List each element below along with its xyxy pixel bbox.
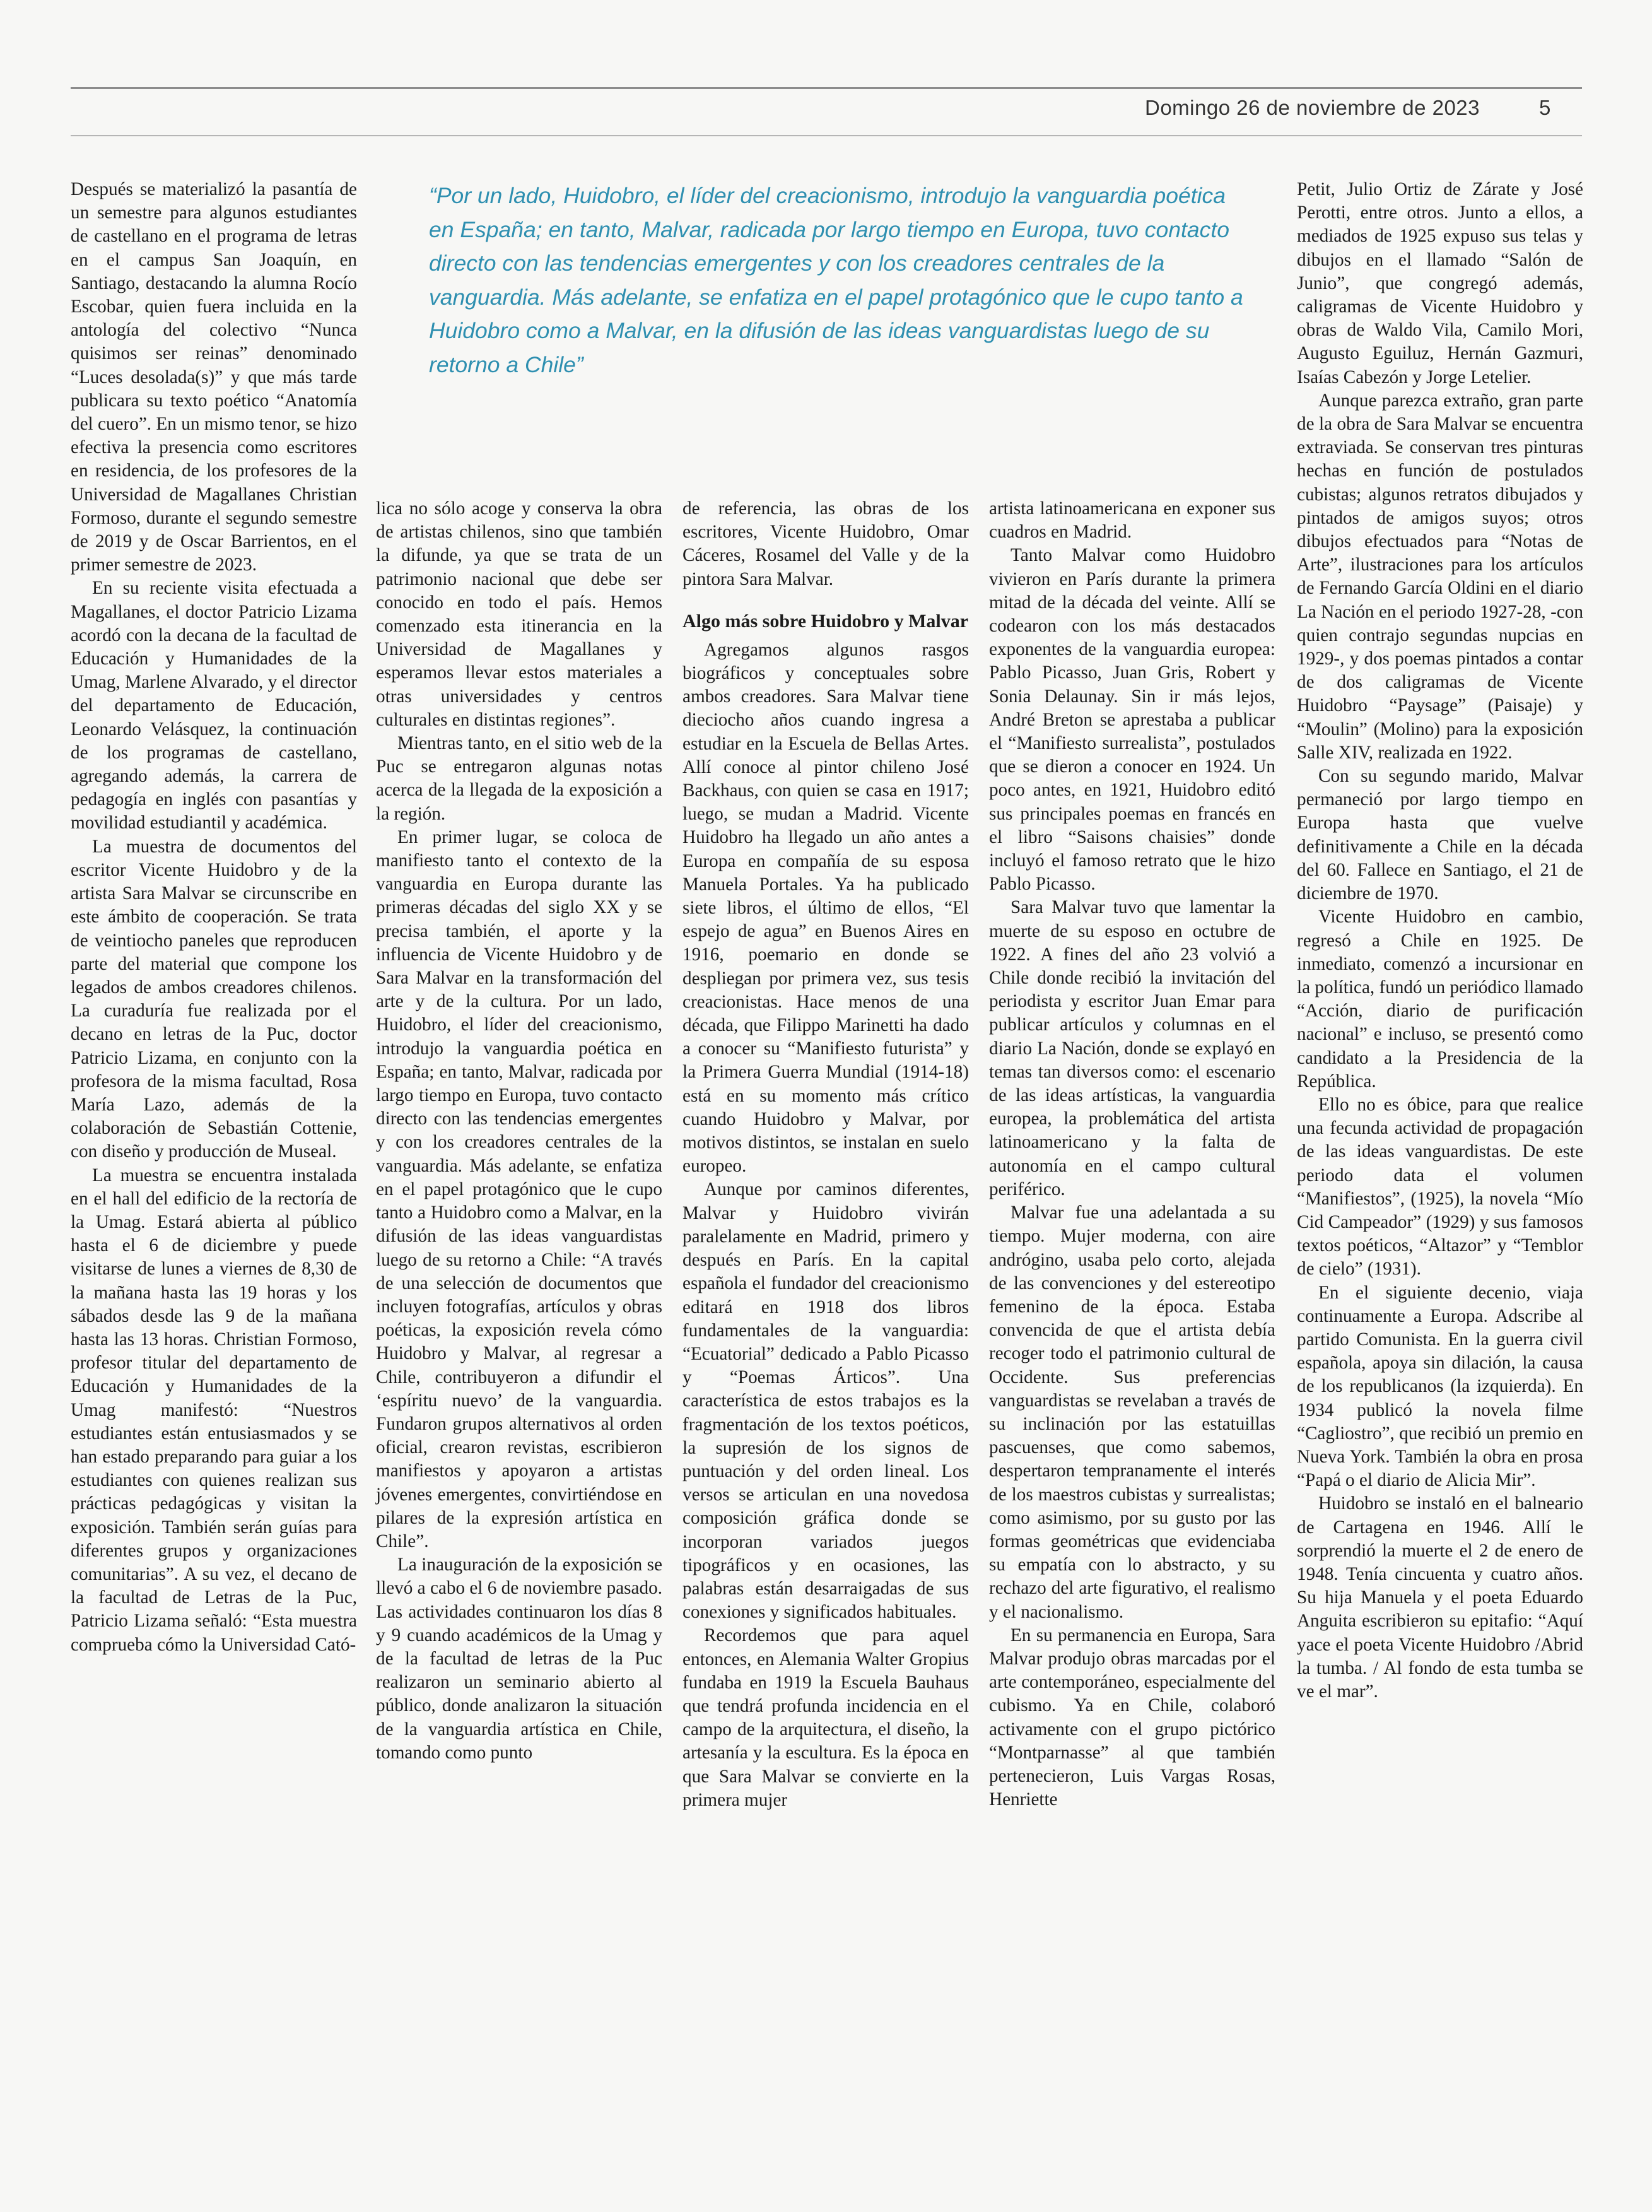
paragraph: Huidobro se instaló en el balneario de Cartagena en 1946. Allí le sorprendió la muerte el 2 de enero de 1948. Tenía cincuenta y cuatro años. Su hija Manuela y el poeta Eduardo Anguita escribieron su epitafio: “Aquí yace el poeta Vicente Huidobro /Abrid la tumba. / Al fondo de esta tumba se ve el mar”. — [1297, 1493, 1583, 1702]
paragraph: Mientras tanto, en el sitio web de la Puc se entregaron algunas notas acerca de la llegada de la exposición a la región. — [376, 733, 662, 824]
paragraph: En el siguiente decenio, viaja continuamente a Europa. Adscribe al partido Comunista. En la guerra civil española, apoya sin dilación, la causa de los republicanos (la izquierda). En 1934 publicó la novela filme “Cagliostro”, que recibió un premio en Nueva York. También la obra en prosa “Papá o el diario de Alicia Mir”. — [1297, 1282, 1583, 1491]
paragraph: Aunque parezca extraño, gran parte de la obra de Sara Malvar se encuentra extraviada. Se conservan tres pinturas hechas en función de postulados cubistas; algunos retratos dibujados y pintados de amigos suyos; otros dibujos efectuados para “Notas de Arte”, ilustraciones para los artículos de Fernando García Oldini en el diario La Nación en el periodo 1927-28, -con quien contrajo segundas nupcias en 1929-, y dos poemas pintados a contar de dos caligramas de Vicente Huidobro “Paysage” (Paisaje) y “Moulin” (Molino) para la exposición Salle XIV, realizada en 1922. — [1297, 390, 1583, 763]
article-column-3 — [682, 497, 969, 1812]
paragraph: Petit, Julio Ortiz de Zárate y José Perotti, entre otros. Junto a ellos, a mediados de 1925 expuso sus telas y dibujos en el llamado “Salón de Junio”, que congregó además, caligramas de Vicente Huidobro y obras de Waldo Vila, Camilo Mori, Augusto Eguiluz, Hernán Gazmuri, Isaías Cabezón y Jorge Letelier. — [1297, 179, 1583, 387]
issue-date: Domingo 26 de noviembre de 2023 — [1145, 96, 1480, 119]
pull-quote: “Por un lado, Huidobro, el líder del creacionismo, introdujo la vanguardia poética en España; en tanto, Malvar, radicada por largo tiempo en Europa, tuvo contacto directo con las tendencias emergentes y con los creadores centrales de la vanguardia. Más adelante, se enfatiza en el papel protagónico que le cupo tanto a Huidobro como a Malvar, en la difusión de las ideas vanguardistas luego de su retorno a Chile” — [429, 183, 1243, 377]
paragraph: La muestra de documentos del escritor Vicente Huidobro y de la artista Sara Malvar se circunscribe en este ámbito de cooperación. Se trata de veintiocho paneles que reproducen parte del material que compone los legados de ambos creadores chilenos. La curaduría fue realizada por el decano en letras de la Puc, doctor Patricio Lizama, en conjunto con la profesora de la misma facultad, Rosa María Lazo, además de la colaboración de Sebastián Cottenie, con diseño y producción de Museal. — [71, 836, 357, 1162]
paragraph: Malvar fue una adelantada a su tiempo. Mujer moderna, con aire andrógino, usaba pelo corto, alejada de las convenciones y del estereotipo femenino de la época. Estaba convencida de que el artista debía recoger todo el patrimonio cultural de Occidente. Sus preferencias vanguardistas se revelaban a través de su inclinación por las estatuillas pascuenses, que como sabemos, despertaron tempranamente el interés de los maestros cubistas y surrealistas; como asimismo, por su gusto por las formas geométricas que evidenciaba su empatía con lo abstracto, y su rechazo del arte figurativo, el realismo y el nacionalismo. — [989, 1203, 1275, 1622]
article-column-4 — [989, 497, 1275, 1811]
article-column-1 — [71, 178, 357, 1657]
paragraph: En su reciente visita efectuada a Magallanes, el doctor Patricio Lizama acordó con la decana de la facultad de Educación y Humanidades de la Umag, Marlene Alvarado, y el director del departamento de Educación, Leonardo Velásquez, la continuación de los programas de castellano, agregando además, la carrera de pedagogía en inglés con pasantías y movilidad estudiantil y académica. — [71, 578, 357, 833]
paragraph: lica no sólo acoge y conserva la obra de artistas chilenos, sino que también la difunde, ya que se trata de un patrimonio nacional que debe ser conocido en todo el país. Hemos comenzado esta itinerancia en la Universidad de Magallanes y esperamos llevar estos materiales a otras universidades y centros culturales en distintas regiones”. — [376, 498, 662, 730]
paragraph: En primer lugar, se coloca de manifiesto tanto el contexto de la vanguardia en Europa durante las primeras décadas del siglo XX y se precisa también, el aporte y la influencia de Vicente Huidobro y de Sara Malvar en la transformación del arte y de la cultura. Por un lado, Huidobro, el líder del creacionismo, introdujo la vanguardia poética en España; en tanto, Malvar, radicada por largo tiempo en Europa, tuvo contacto directo con las tendencias emergentes y con los creadores centrales de la vanguardia. Más adelante, se enfatiza en el papel protagónico que le cupo tanto a Huidobro como a Malvar, en la difusión de las ideas vanguardistas luego de su retorno a Chile: “A través de una selección de documentos que incluyen fotografías, artículos y obras poéticas, la exposición revela cómo Huidobro y Malvar, al regresar a Chile, contribuyeron a difundir el ‘espíritu nuevo’ de la vanguardia. Fundaron grupos alternativos al orden oficial, crearon revistas, escribieron manifiestos y apoyaron a artistas jóvenes emergentes, convirtiéndose en pilares de la expresión artística en Chile”. — [376, 827, 662, 1551]
paragraph: Vicente Huidobro en cambio, regresó a Chile en 1925. De inmediato, comenzó a incursionar en la política, fundó un periódico llamado “Acción, diario de purificación nacional” e incluso, se presentó como candidato a la Presidencia de la República. — [1297, 907, 1583, 1091]
header-rule-bottom — [71, 135, 1582, 136]
paragraph: Después se materializó la pasantía de un semestre para algunos estudiantes de castellano en el programa de letras en el campus San Joaquín, en Santiago, destacando la alumna Rocío Escobar, quien fuera incluida en la antología del colectivo “Nunca quisimos ser reinas” denominado “Luces desolada(s)” y que más tarde publicara su texto poético “Anatomía del cuero”. En un mismo tenor, se hizo efectiva la presencia como escritores en residencia, de los profesores de la Universidad de Magallanes Christian Formoso, durante el segundo semestre de 2019 y de Oscar Barrientos, en el primer semestre de 2023. — [71, 179, 357, 575]
paragraph: La muestra se encuentra instalada en el hall del edificio de la rectoría de la Umag. Estará abierta al público hasta el 6 de diciembre y puede visitarse de lunes a viernes de 8,30 de la mañana hasta las 19 horas y los sábados desde las 9 de la mañana hasta las 13 horas. Christian Formoso, profesor titular del departamento de Educación y Humanidades de la Umag manifestó: “Nuestros estudiantes están entusiasmados y se han estado preparando para guiar a los estudiantes con quienes realizan sus prácticas pedagógicas y visitan la exposición. También serán guías para diferentes grupos y organizaciones comunitarias”. A su vez, el decano de la facultad de Letras de la Puc, Patricio Lizama señaló: “Esta muestra comprueba cómo la Universidad Cató- — [71, 1165, 357, 1655]
paragraph: Ello no es óbice, para que realice una fecunda actividad de propagación de las ideas vanguardistas. De este periodo data el volumen “Manifiestos”, (1925), la novela “Mío Cid Campeador” (1929) y sus famosos textos poéticos, “Altazor” y “Temblor de cielo” (1931). — [1297, 1094, 1583, 1280]
paragraph: La inauguración de la exposición se llevó a cabo el 6 de noviembre pasado. Las actividades continuaron los días 8 y 9 cuando académicos de la Umag y de la facultad de letras de la Puc realizaron un seminario abierto al público, donde analizaron la situación de la vanguardia artística en Chile, tomando como punto — [376, 1555, 662, 1763]
article-column-5 — [1297, 178, 1583, 1703]
article-column-2 — [376, 497, 662, 1765]
paragraph: En su permanencia en Europa, Sara Malvar produjo obras marcadas por el arte contemporáneo, especialmente del cubismo. Ya en Chile, colaboró activamente con el grupo pictórico “Montparnasse” al que también pertenecieron, Luis Vargas Rosas, Henriette — [989, 1625, 1275, 1810]
section-subhead: Algo más sobre Huidobro y Malvar — [682, 610, 969, 632]
paragraph: Aunque por caminos diferentes, Malvar y Huidobro vivirán paralelamente en Madrid, primero y después en París. En la capital española el fundador del creacionismo editará en 1918 dos libros fundamentales de la vanguardia: “Ecuatorial” dedicado a Pablo Picasso y “Poemas Árticos”. Una característica de estos trabajos es la fragmentación de los textos poéticos, la supresión de los signos de puntuación y del orden lineal. Los versos se articulan en una novedosa composición gráfica donde se incorporan variados juegos tipográficos y en ocasiones, las palabras están desarraigadas de sus conexiones y significados habituales. — [682, 1179, 969, 1623]
page-number: 5 — [1539, 96, 1551, 119]
header-rule-top — [71, 87, 1582, 89]
paragraph: Tanto Malvar como Huidobro vivieron en París durante la primera mitad de la década del veinte. Allí se codearon con los más destacados exponentes de la vanguardia europea: Pablo Picasso, Juan Gris, Robert y Sonia Delaunay. Sin ir más lejos, André Breton se aprestaba a publicar el “Manifiesto surrealista”, postulados que se dieron a conocer en 1924. Un poco antes, en 1921, Huidobro editó sus principales poemas en francés en el libro “Saisons chaisies” donde incluyó el famoso retrato que le hizo Pablo Picasso. — [989, 545, 1275, 895]
paragraph: Sara Malvar tuvo que lamentar la muerte de su esposo en octubre de 1922. A fines del año 23 volvió a Chile donde recibió la invitación del periodista y escritor Juan Emar para publicar artículos y columnas en el diario La Nación, donde se explayó en temas tan diversos como: el escenario de las ideas artísticas, la vanguardia europea, la problemática del artista latinoamericano y la falta de autonomía en el campo cultural periférico. — [989, 897, 1275, 1199]
paragraph: Recordemos que para aquel entonces, en Alemania Walter Gropius fundaba en 1919 la Escuela Bauhaus que tendrá profunda incidencia en el campo de la arquitectura, el diseño, la artesanía y la escultura. Es la época en que Sara Malvar se convierte en la primera mujer — [682, 1625, 969, 1810]
paragraph: artista latinoamericana en exponer sus cuadros en Madrid. — [989, 498, 1275, 543]
paragraph: Agregamos algunos rasgos biográficos y conceptuales sobre ambos creadores. Sara Malvar tiene dieciocho años cuando ingresa a estudiar en la Escuela de Bellas Artes. Allí conoce al pintor chileno José Backhaus, con quien se casa en 1917; luego, se mudan a Madrid. Vicente Huidobro ha llegado un año antes a Europa en compañía de su esposa Manuela Portales. Ya ha publicado siete libros, el último de ellos, “El espejo de agua” en Buenos Aires en 1916, poemario en donde se despliegan por primera vez, sus tesis creacionistas. Hace menos de una década, que Filippo Marinetti ha dado a conocer su “Manifiesto futurista” y la Primera Guerra Mundial (1914-18) está en su momento más crítico cuando Huidobro y Malvar, por motivos distintos, se instalan en suelo europeo. — [682, 639, 969, 1177]
paragraph: Con su segundo marido, Malvar permaneció por largo tiempo en Europa hasta que vuelve definitivamente a Chile en la década del 60. Fallece en Santiago, el 21 de diciembre de 1970. — [1297, 766, 1583, 904]
paragraph: de referencia, las obras de los escritores, Vicente Huidobro, Omar Cáceres, Rosamel del Valle y de la pintora Sara Malvar. — [682, 498, 969, 589]
